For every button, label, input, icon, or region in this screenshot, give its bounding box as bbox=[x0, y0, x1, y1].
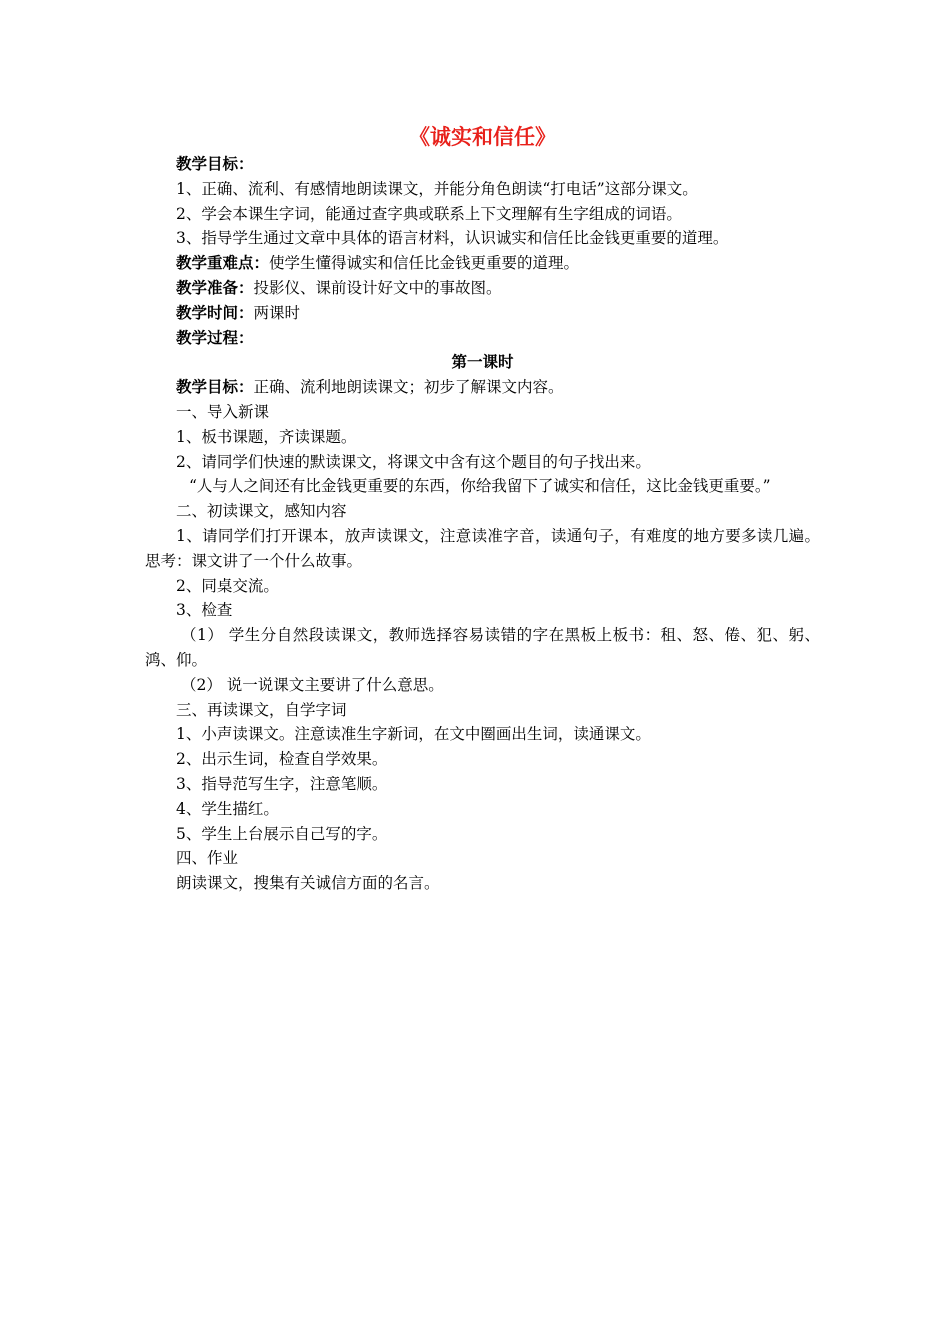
preparation-label: 教学准备： bbox=[176, 278, 254, 297]
lesson-paragraph: （1） 学生分自然段读课文，教师选择容易读错的字在黑板上板书：租、怒、倦、犯、躬、鸿、仰。 bbox=[145, 626, 820, 669]
lesson-paragraph: 朗读课文，搜集有关诚信方面的名言。 bbox=[176, 874, 440, 893]
goal-item: 2、学会本课生字词，能通过查字典或联系上下文理解有生字组成的词语。 bbox=[176, 204, 682, 223]
lesson-paragraph: 四、作业 bbox=[176, 849, 239, 868]
document-title: 《诚实和信任》 bbox=[409, 125, 556, 149]
key-difficulty-text: 使学生懂得诚实和信任比金钱更重要的道理。 bbox=[269, 254, 580, 273]
lesson-quote: “人与人之间还有比金钱更重要的东西，你给我留下了诚实和信任，这比金钱更重要。” bbox=[189, 477, 771, 496]
preparation bbox=[145, 276, 820, 301]
lesson1-heading: 第一课时 bbox=[451, 353, 514, 372]
teaching-time bbox=[145, 301, 820, 326]
lesson-paragraph: 二、初读课文，感知内容 bbox=[176, 502, 347, 521]
goal-item: 3、指导学生通过文章中具体的语言材料，认识诚实和信任比金钱更重要的道理。 bbox=[176, 229, 729, 248]
lesson-paragraph: 1、小声读课文。注意读准生字新词，在文中圈画出生词，读通课文。 bbox=[176, 725, 651, 744]
lesson-paragraph: 4、学生描红。 bbox=[176, 799, 279, 818]
lesson-paragraph: 1、请同学们打开课本，放声读课文，注意读准字音，读通句子，有难度的地方要多读几遍。思考：课文讲了一个什么故事。 bbox=[145, 526, 820, 570]
lesson-paragraph: 3、指导范写生字，注意笔顺。 bbox=[176, 774, 388, 793]
goals-label: 教学目标： bbox=[176, 155, 254, 173]
lesson-paragraph: 2、出示生词，检查自学效果。 bbox=[176, 750, 388, 769]
key-difficulty-label: 教学重难点： bbox=[176, 254, 270, 273]
lesson-paragraph: （2） 说一说课文主要讲了什么意思。 bbox=[181, 675, 444, 694]
goal-item: 1、正确、流利、有感情地朗读课文，并能分角色朗读“打电话”这部分课文。 bbox=[176, 179, 698, 198]
lesson1-goal bbox=[145, 375, 820, 400]
lesson1-goal-text: 正确、流利地朗读课文；初步了解课文内容。 bbox=[253, 378, 564, 397]
lesson-paragraph: 1、板书课题，齐读课题。 bbox=[176, 427, 357, 446]
key-difficulty bbox=[145, 251, 820, 276]
lesson-paragraph: 2、同桌交流。 bbox=[176, 576, 279, 595]
teaching-time-text: 两课时 bbox=[253, 303, 301, 322]
document-page bbox=[145, 122, 820, 896]
lesson-paragraph: 三、再读课文，自学字词 bbox=[176, 700, 347, 719]
lesson-paragraph: 3、检查 bbox=[176, 601, 233, 620]
lesson-paragraph: 5、学生上台展示自己写的字。 bbox=[176, 824, 388, 843]
lesson-paragraph: 一、导入新课 bbox=[176, 402, 270, 421]
goals-heading bbox=[145, 152, 820, 177]
lesson-paragraph: 2、请同学们快速的默读课文，将课文中含有这个题目的句子找出来。 bbox=[176, 452, 651, 471]
preparation-text: 投影仪、课前设计好文中的事故图。 bbox=[253, 278, 502, 297]
process-label: 教学过程： bbox=[176, 328, 254, 347]
teaching-time-label: 教学时间： bbox=[176, 303, 254, 322]
process-heading bbox=[145, 326, 820, 351]
lesson1-goal-label: 教学目标： bbox=[176, 378, 254, 397]
